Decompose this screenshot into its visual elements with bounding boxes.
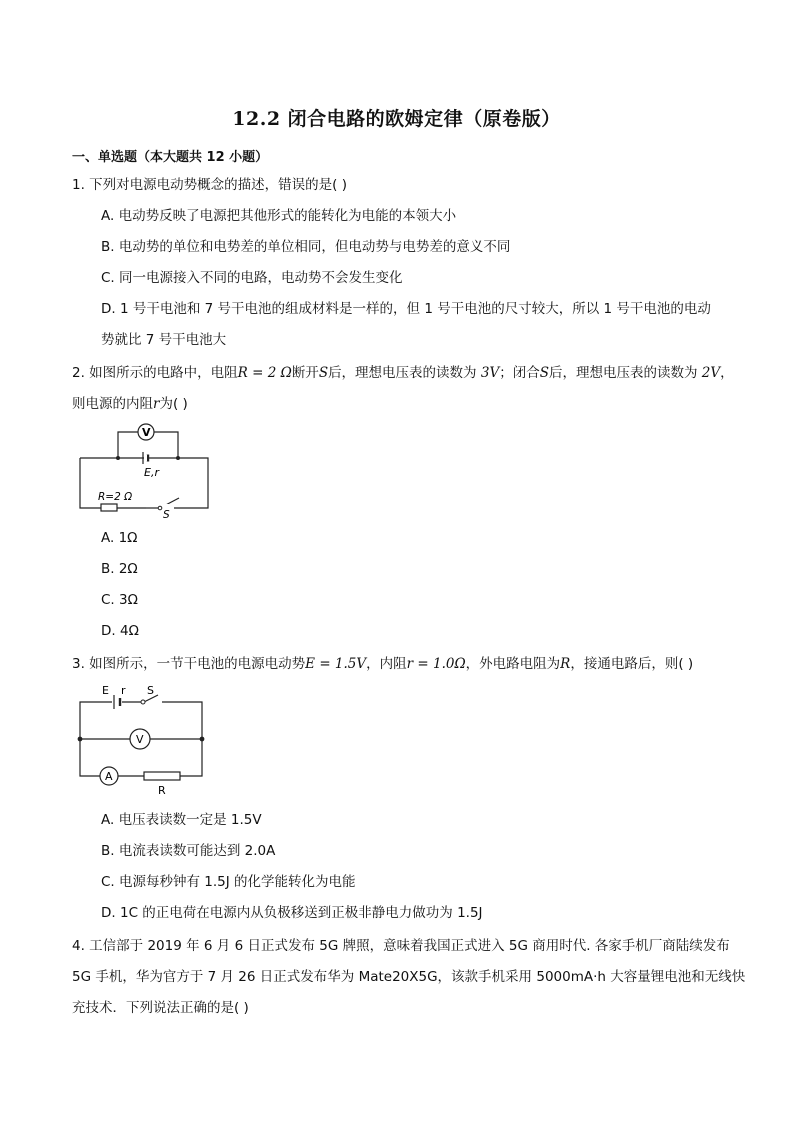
q3-switch-label: S [147, 684, 154, 697]
question-1-option-a: A. 电动势反映了电源把其他形式的能转化为电能的本领大小 [101, 208, 457, 224]
question-4-line-2: 5G 手机，华为官方于 7 月 26 日正式发布华为 Mate20X5G，该款手机采用 5000mA·h 大容量锂电池和无线快 [72, 969, 746, 985]
question-3-circuit-diagram [74, 684, 210, 796]
q3-voltmeter-label: V [136, 733, 144, 746]
question-4-line-3: 充技术．下列说法正确的是( ) [72, 1000, 249, 1016]
question-3-option-c: C. 电源每秒钟有 1.5J 的化学能转化为电能 [101, 874, 356, 890]
question-1-stem: 1. 下列对电源电动势概念的描述，错误的是( ) [72, 177, 347, 193]
question-1-option-c: C. 同一电源接入不同的电路，电动势不会发生变化 [101, 270, 403, 286]
section-heading: 一、单选题（本大题共 12 小题） [72, 150, 269, 165]
question-3-option-d: D. 1C 的正电荷在电源内从负极移送到正极非静电力做功为 1.5J [101, 905, 483, 921]
q3-ammeter-label: A [105, 770, 113, 783]
q3-e-label: E [102, 684, 109, 697]
question-1-option-d-continued: 势就比 7 号干电池大 [101, 332, 227, 348]
q3-resistor-label: R [158, 784, 166, 797]
q2-switch-label: S [163, 509, 170, 521]
question-3-option-b: B. 电流表读数可能达到 2.0A [101, 843, 276, 859]
question-2-stem-line-1: 2. 如图所示的电路中，电阻R = 2 Ω断开S后，理想电压表的读数为 3V；闭合S后，理想电压表的读数为 2V， [72, 365, 734, 381]
q2-resistor-label: R=2 Ω [98, 491, 133, 503]
question-2-option-d: D. 4Ω [101, 623, 139, 639]
question-1-option-b: B. 电动势的单位和电势差的单位相同，但电动势与电势差的意义不同 [101, 239, 511, 255]
q2-battery-label: E,r [144, 466, 159, 479]
page-title: 12.2 闭合电路的欧姆定律（原卷版） [232, 108, 561, 130]
question-3-option-a: A. 电压表读数一定是 1.5V [101, 812, 262, 828]
q2-voltmeter-label: V [142, 426, 151, 439]
question-2-option-c: C. 3Ω [101, 592, 138, 608]
question-2-circuit-diagram [76, 424, 216, 521]
question-2-option-b: B. 2Ω [101, 561, 138, 577]
q3-r-label: r [121, 684, 126, 697]
question-3-stem: 3. 如图所示，一节干电池的电源电动势E = 1.5V，内阻r = 1.0Ω，外电路电阻为R，接通电路后，则( ) [72, 656, 694, 672]
question-2-stem-line-2: 则电源的内阻r为( ) [72, 396, 188, 412]
question-2-option-a: A. 1Ω [101, 530, 138, 546]
question-4-line-1: 4. 工信部于 2019 年 6 月 6 日正式发布 5G 牌照，意味着我国正式进入 5G 商用时代. 各家手机厂商陆续发布 [72, 938, 730, 954]
question-1-option-d: D. 1 号干电池和 7 号干电池的组成材料是一样的，但 1 号干电池的尺寸较大，所以 1 号干电池的电动 [101, 301, 711, 317]
